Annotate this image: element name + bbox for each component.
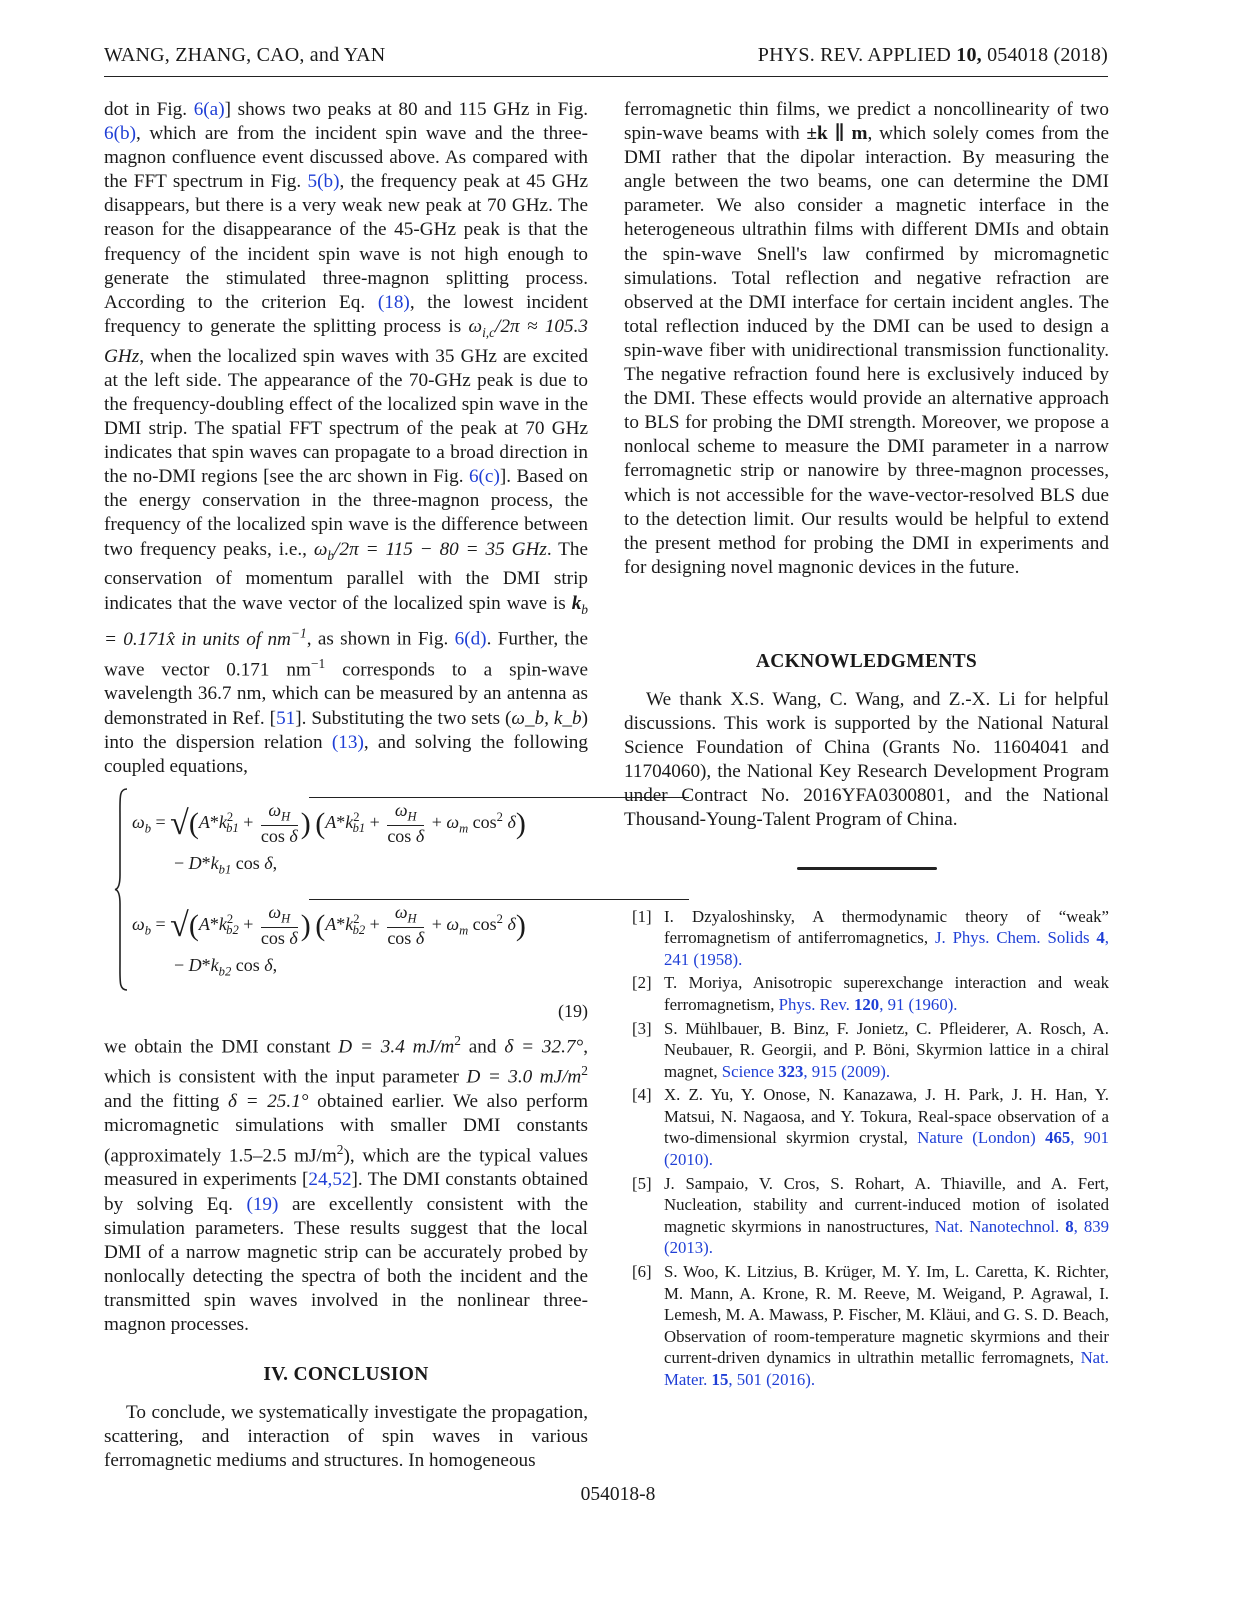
reference-item: [3] S. Mühlbauer, B. Binz, F. Jonietz, C. Pfleiderer, A. Rosch, A. Neubauer, R. Georgii, and P. Böni, Skyrmion lattice in a chiral magnet, Science 323, 915 (2009). xyxy=(632,1018,1109,1081)
acknowledgments-text: We thank X.S. Wang, C. Wang, and Z.-X. Li for helpful discussions. This work is supported by the National Natural Science Foundation of China (Grants No. 11604041 and 11704060), the National Key Research Development Program under Contract No. 2016YFA0300801, and the National Thousand-Young-Talent Program of China. xyxy=(624,688,1109,831)
right-paragraph-1: ferromagnetic thin films, we predict a noncollinearity of two spin-wave beams with ±k ∥ m, which solely comes from the DMI rather that the dipolar interaction. By measuring the angle between the two beams, one can determine the DMI parameter. We also consider a magnetic interface in the heterogeneous ultrathin films with different DMIs and obtain the spin-wave Snell's law confirmed by micromagnetic simulations. Total reflection and negative refraction are observed at the DMI interface for certain incident angles. The total reflection induced by the DMI can be used to design a spin-wave fiber with unidirectional transmission functionality. The negative refraction found here is exclusively induced by the DMI. These effects would provide an alternative approach to BLS for probing the DMI strength. Moreover, we propose a nonlocal scheme to measure the DMI parameter in a narrow ferromagnetic strip or nanowire by three-magnon processes, which is not accessible for the wave-vector-resolved BLS due to the detection limit. Our results would be helpful to extend the present method for probing the DMI in experiments and for designing novel magnonic devices in the future. xyxy=(624,99,1110,578)
section-divider xyxy=(797,867,937,870)
ref-link-24-52[interactable]: 24,52 xyxy=(308,1169,352,1191)
math-k-parallel-m: ±k ∥ m xyxy=(806,123,868,145)
equation-line-4: − $D*k_{b2}$ cos δ, xyxy=(174,954,278,979)
reference-item: [1] I. Dzyaloshinsky, A thermodynamic theory of “weak” ferromagnetism of antiferromagnetics, J. Phys. Chem. Solids 4, 241 (1958). xyxy=(632,906,1109,969)
header-citation: PHYS. REV. APPLIED 10, 054018 (2018) xyxy=(757,44,1108,66)
math-kb: $k_b$ = 0.171x̂ in units of $nm^{-1}$ xyxy=(104,592,588,650)
math-omega-b: $\omega_b/2\pi = 115 - 80 = 35$ GHz xyxy=(313,538,547,563)
ref-link-51[interactable]: 51 xyxy=(276,707,296,729)
left-brace-icon xyxy=(114,787,128,992)
reference-link[interactable]: Science 323, 915 (2009). xyxy=(721,1061,891,1081)
fig-link-5b[interactable]: 5(b) xyxy=(307,171,340,193)
page-number: 054018-8 xyxy=(580,1484,656,1505)
fig-link-6d[interactable]: 6(d) xyxy=(454,628,487,650)
reference-link[interactable]: Nat. Nanotechnol. 8, 839 (2013). xyxy=(664,1216,1110,1258)
eq-link-13[interactable]: (13) xyxy=(331,731,364,753)
left-paragraph-1: dot in Fig. 6(a)] shows two peaks at 80 and 115 GHz in Fig. 6(b), which are from the incident spin wave and the three-magnon confluence event discussed above. As compared with the FFT spectrum in Fig. 5(b), the frequency peak at 45 GHz disappears, but there is a very weak new peak at 70 GHz. The reason for the disappearance of the 45-GHz peak is that the frequency of the incident spin wave is not high enough to generate the stimulated three-magnon splitting process. According to the criterion Eq. (18), the lowest incident frequency to generate the splitting process is $\omega_{i,c}/2\pi \approx 105.3$ GHz, when the localized spin waves with 35 GHz are excited at the left side. The appearance of the 70-GHz peak is due to the frequency-doubling effect of the localized spin wave in the DMI strip. The spatial FFT spectrum of the peak at 70 GHz indicates that spin waves can propagate to a broad direction in the no-DMI regions [see the arc shown in Fig. 6(c)]. Based on the energy conservation in the three-magnon process, the frequency of the localized spin wave is the difference between two frequency peaks, i.e., $\omega_b/2\pi = 115 - 80 = 35$ GHz. The conservation of momentum parallel with the DMI strip indicates that the wave vector of the localized spin wave is $k_b$ = 0.171x̂ in units of $nm^{-1}$, as shown in Fig. 6(d). Further, the wave vector 0.171 $nm^{-1}$ corresponds to a spin-wave wavelength 36.7 nm, which can be measured by an antenna as demonstrated in Ref. [51]. Substituting the two sets (ω_b, k_b) into the dispersion relation (13), and solving the following coupled equations, xyxy=(104,99,589,777)
equation-line-1: $\omega_b = √(A*k^2_{b1}$ + $\frac{\omega_H}{\text{cos δ}}$ ) ($A*k^2_{b1}$ + $\frac{\omega_H}{\text{cos δ}}$ + $\omega_m$ $\cos^2 \delta$) xyxy=(132,799,526,847)
left-paragraph-3: To conclude, we systematically investigate the propagation, scattering, and interaction of spin waves in various ferromagnetic mediums and structures. In homogeneous xyxy=(104,1402,588,1472)
fig-link-6b[interactable]: 6(b) xyxy=(104,123,136,145)
header-authors: WANG, ZHANG, CAO, and YAN xyxy=(104,44,386,66)
page-header xyxy=(104,42,1108,77)
math-omega-k: ω_b, k_b xyxy=(511,707,582,729)
left-paragraph-2: we obtain the DMI constant D = 3.4 $mJ/m^2$ and δ = 32.7°, which is consistent with the input parameter D = 3.0 $mJ/m^2$ and the fitting δ = 25.1° obtained earlier. We also perform micromagnetic simulations with smaller DMI constants (approximately 1.5–2.5 $mJ/m^2$), which are the typical values measured in experiments [24,52]. The DMI constants obtained by solving Eq. (19) are excellently consistent with the simulation parameters. These results suggest that the local DMI of a narrow magnetic strip can be accurately probed by nonlocally detecting the spectra of both the incident and the transmitted spin waves involved in the nonlinear three-magnon processes. xyxy=(104,1032,589,1335)
header-volume: 10, xyxy=(956,44,982,66)
fig-link-6c[interactable]: 6(c) xyxy=(468,466,500,488)
reference-link[interactable]: Nature (London) 465, 901 (2010). xyxy=(664,1128,1109,1170)
reference-item: [5] J. Sampaio, V. Cros, S. Rohart, A. Thiaville, and A. Fert, Nucleation, stability and current-induced motion of isolated magnetic skyrmions in nanostructures, Nat. Nanotechnol. 8, 839 (2013). xyxy=(632,1173,1110,1258)
eq-link-18[interactable]: (18) xyxy=(377,291,410,313)
reference-item: [2] T. Moriya, Anisotropic superexchange interaction and weak ferromagnetism, Phys. Rev. 120, 91 (1960). xyxy=(632,973,1109,1014)
equation-line-2: − $D*k_{b1}$ cos δ, xyxy=(174,852,278,877)
reference-item: [4] X. Z. Yu, Y. Onose, N. Kanazawa, J. H. Park, J. H. Han, Y. Matsui, N. Nagaosa, and Y. Tokura, Real-space observation of a two-dimensional skyrmion crystal, Nature (London) 465, 901 (2010). xyxy=(632,1085,1109,1170)
reference-item: [6] S. Woo, K. Litzius, B. Krüger, M. Y. Im, L. Caretta, K. Richter, M. Mann, A. Krone, R. M. Reeve, M. Weigand, P. Agrawal, I. Lemesh, M. A. Mawass, P. Fischer, M. Kläui, and G. S. D. Beach, Observation of room-temperature magnetic skyrmions and their current-driven dynamics in ultrathin metallic ferromagnets, Nat. Mater. 15, 501 (2016). xyxy=(632,1262,1109,1389)
left-column xyxy=(104,98,588,1473)
section-title-acknowledgments: ACKNOWLEDGMENTS xyxy=(755,650,978,672)
reference-link[interactable]: Phys. Rev. 120, 91 (1960). xyxy=(778,994,958,1014)
fig-link-6a[interactable]: 6(a) xyxy=(193,99,225,120)
equation-number: (19) xyxy=(558,1000,588,1021)
math-omega-ic: $\omega_{i,c}/2\pi \approx 105.3$ GHz xyxy=(104,315,588,367)
reference-link[interactable]: Nat. Mater. 15, 501 (2016). xyxy=(664,1348,1109,1389)
reference-link[interactable]: J. Phys. Chem. Solids 4, 241 (1958). xyxy=(664,928,1109,969)
section-title-conclusion: IV. CONCLUSION xyxy=(263,1364,429,1386)
reference-list xyxy=(624,906,1109,1391)
right-column xyxy=(624,98,1109,1393)
eq-link-19[interactable]: (19) xyxy=(246,1193,279,1215)
equation-19 xyxy=(104,787,588,1025)
equation-line-3: $\omega_b = √(A*k^2_{b2}$ + $\frac{\omega_H}{\text{cos δ}}$ ) ($A*k^2_{b2}$ + $\frac{\omega_H}{\text{cos δ}}$ + $\omega_m$ $\cos^2 \delta$) xyxy=(132,901,526,949)
